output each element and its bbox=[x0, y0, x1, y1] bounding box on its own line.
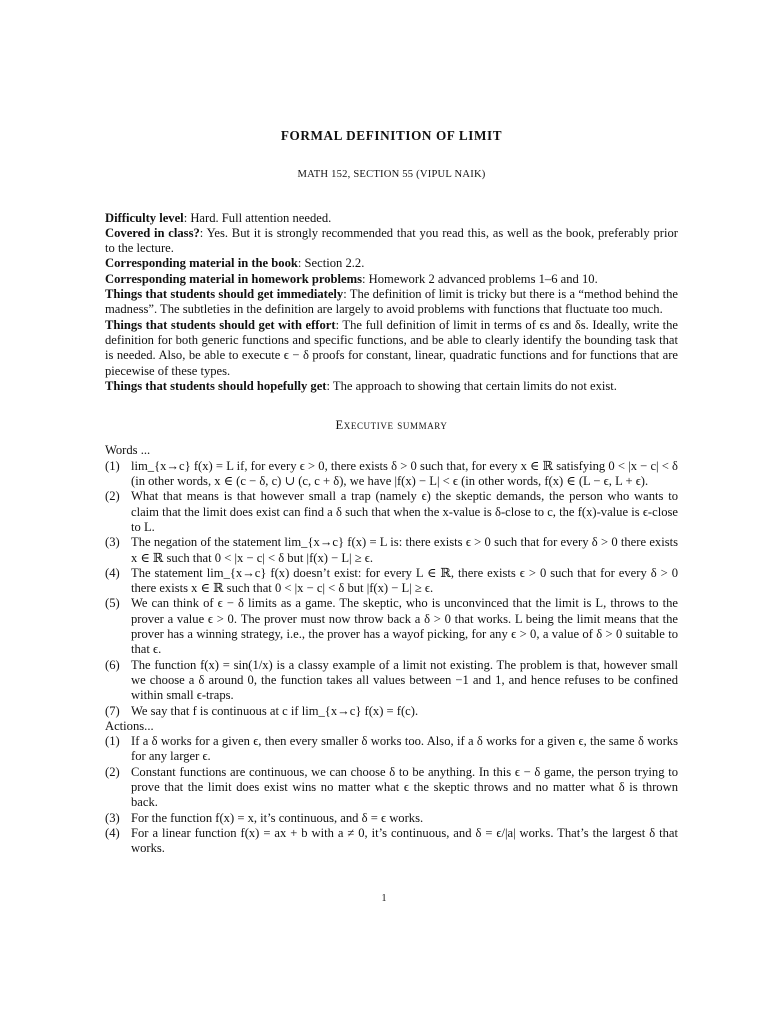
list-item: (3) For the function f(x) = x, it’s continuous, and δ = ϵ works. bbox=[105, 810, 424, 825]
words-label: Words ... bbox=[105, 443, 151, 458]
list-item: (4) The statement lim_{x→c} f(x) doesn’t exist: for every L ∈ ℝ, there exists ϵ > 0 such that for every δ > 0 there exists x ∈ ℝ such that 0 < |x − c| < δ but |f(x) − L| ≥ ϵ. bbox=[105, 565, 678, 596]
page-content bbox=[105, 128, 678, 856]
list-item: (5) We can think of ϵ − δ limits as a game. The skeptic, who is unconvinced that the limit is L, throws to the prover a value ϵ > 0. The prover must now throw back a δ > 0 that works. L being the limit means that the prover has a winning strategy, i.e., the prover has a wayof picking, for any ϵ > 0, a value of δ > 0 suitable to that ϵ. bbox=[105, 596, 678, 657]
meta-immediately: Things that students should get immediately: The definition of limit is tricky but there is a “method behind the madness”. The subtleties in the definition are largely to avoid problems with functions that fluctuate too much. bbox=[105, 287, 678, 317]
meta-covered: Covered in class?: Yes. But it is strongly recommended that you read this, as well as the book, preferably prior to the lecture. bbox=[105, 225, 678, 256]
section-heading: Executive summary bbox=[335, 418, 448, 433]
course-metadata bbox=[105, 211, 678, 395]
list-item: (1) lim_{x→c} f(x) = L if, for every ϵ > 0, there exists δ > 0 such that, for every x ∈ ℝ satisfying 0 < |x − c| < δ (in other words, x ∈ (c − δ, c) ∪ (c, c + δ), we have |f(x) − L| < ϵ (in other words, f(x) ∈ (L − ϵ, L + ϵ). bbox=[105, 458, 678, 489]
actions-list bbox=[105, 734, 678, 856]
author-line: MATH 152, SECTION 55 (VIPUL NAIK) bbox=[297, 169, 486, 181]
meta-hopefully: Things that students should hopefully get: The approach to showing that certain limits do not exist. bbox=[105, 378, 617, 393]
meta-book: Corresponding material in the book: Section 2.2. bbox=[105, 256, 365, 271]
words-list bbox=[105, 459, 678, 719]
actions-label: Actions... bbox=[105, 718, 154, 733]
page-number: 1 bbox=[381, 893, 387, 904]
meta-effort: Things that students should get with effort: The full definition of limit in terms of ϵs and δs. Ideally, write the definition for both generic functions and specific functions, and be able to clearly identify the bounding task that is needed. Also, be able to execute ϵ − δ proofs for constant, linear, quadratic functions and for functions that are piecewise of these types. bbox=[105, 317, 679, 378]
page-title: FORMAL DEFINITION OF LIMIT bbox=[280, 128, 503, 143]
list-item: (6) The function f(x) = sin(1/x) is a classy example of a limit not existing. The problem is that, however small we choose a δ around 0, the function takes all values between −1 and 1, and hence refuses to be confined within small ϵ-traps. bbox=[105, 657, 678, 703]
list-item: (3) The negation of the statement lim_{x→c} f(x) = L is: there exists ϵ > 0 such that for every δ > 0 there exists x ∈ ℝ such that 0 < |x − c| < δ but |f(x) − L| ≥ ϵ. bbox=[105, 535, 678, 565]
list-item: (2) What that means is that however small a trap (namely ϵ) the skeptic demands, the person who wants to claim that the limit does exist can find a δ such that when the x-value is δ-close to c, the f(x)-value is ϵ-close to L. bbox=[105, 489, 678, 534]
list-item: (4) For a linear function f(x) = ax + b with a ≠ 0, it’s continuous, and δ = ϵ/|a| works. That’s the largest δ that works. bbox=[105, 825, 678, 856]
meta-homework: Corresponding material in homework problems: Homework 2 advanced problems 1–6 and 10. bbox=[105, 271, 598, 286]
meta-difficulty: Difficulty level: Hard. Full attention needed. bbox=[105, 210, 332, 225]
list-item: (7) We say that f is continuous at c if lim_{x→c} f(x) = f(c). bbox=[105, 703, 419, 718]
list-item: (2) Constant functions are continuous, we can choose δ to be anything. In this ϵ − δ game, the person trying to prove that the limit does exist wins no matter what ϵ the skeptic throws and no matter what δ is thrown back. bbox=[105, 764, 678, 810]
list-item: (1) If a δ works for a given ϵ, then every smaller δ works too. Also, if a δ works for a given ϵ, the same δ works for any larger ϵ. bbox=[105, 734, 678, 764]
